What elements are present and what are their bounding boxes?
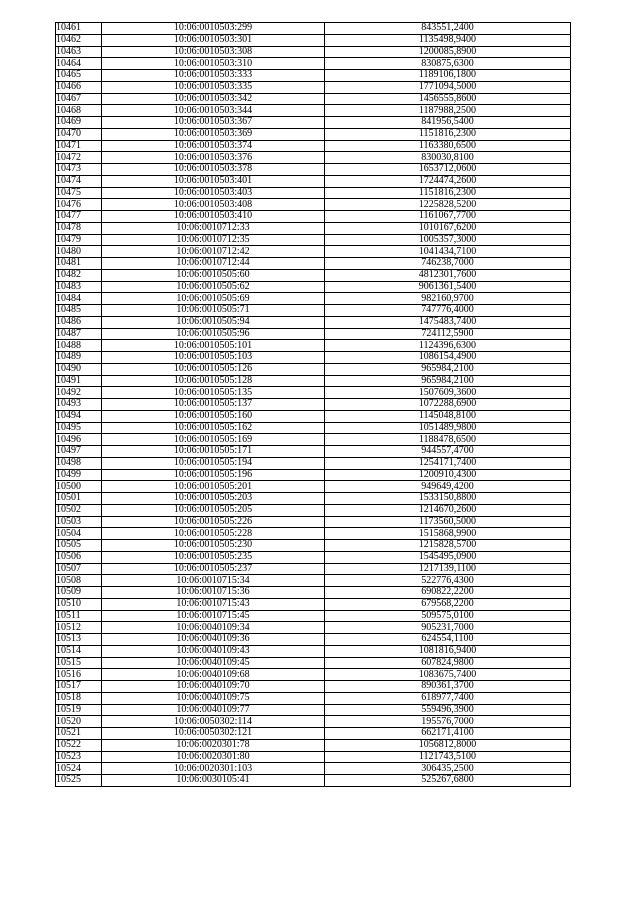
row-number-cell: 10510 (56, 598, 102, 610)
cadastral-number-cell: 10:06:0010712:44 (102, 258, 325, 270)
value-cell: 509575,0100 (325, 610, 571, 622)
table-row (56, 704, 571, 716)
value-cell: 746238,7000 (325, 258, 571, 270)
table-row (56, 187, 571, 199)
table-row (56, 728, 571, 740)
cadastral-number-cell: 10:06:0020301:103 (102, 763, 325, 775)
cadastral-number-cell: 10:06:0010715:45 (102, 610, 325, 622)
value-cell: 982160,9700 (325, 293, 571, 305)
cadastral-number-cell: 10:06:0010503:342 (102, 93, 325, 105)
value-cell: 1724474,2600 (325, 175, 571, 187)
cadastral-number-cell: 10:06:0010505:96 (102, 328, 325, 340)
row-number-cell: 10462 (56, 34, 102, 46)
cadastral-number-cell: 10:06:0010505:194 (102, 457, 325, 469)
table-row (56, 681, 571, 693)
row-number-cell: 10507 (56, 563, 102, 575)
value-cell: 1083675,7400 (325, 669, 571, 681)
cadastral-number-cell: 10:06:0050302:114 (102, 716, 325, 728)
row-number-cell: 10508 (56, 575, 102, 587)
cadastral-number-cell: 10:06:0010503:374 (102, 140, 325, 152)
table-row (56, 446, 571, 458)
table-row (56, 469, 571, 481)
value-cell: 1121743,5100 (325, 751, 571, 763)
row-number-cell: 10498 (56, 457, 102, 469)
row-number-cell: 10504 (56, 528, 102, 540)
value-cell: 306435,2500 (325, 763, 571, 775)
cadastral-number-cell: 10:06:0010505:235 (102, 551, 325, 563)
value-cell: 1005357,3000 (325, 234, 571, 246)
value-cell: 747776,4000 (325, 305, 571, 317)
value-cell: 1041434,7100 (325, 246, 571, 258)
row-number-cell: 10479 (56, 234, 102, 246)
value-cell: 195576,7000 (325, 716, 571, 728)
value-cell: 1135498,9400 (325, 34, 571, 46)
table-row (56, 46, 571, 58)
cadastral-number-cell: 10:06:0010712:33 (102, 222, 325, 234)
value-cell: 1515868,9900 (325, 528, 571, 540)
cadastral-number-cell: 10:06:0010503:401 (102, 175, 325, 187)
value-cell: 1151816,2300 (325, 187, 571, 199)
value-cell: 1124396,6300 (325, 340, 571, 352)
row-number-cell: 10477 (56, 211, 102, 223)
row-number-cell: 10511 (56, 610, 102, 622)
value-cell: 965984,2100 (325, 363, 571, 375)
row-number-cell: 10490 (56, 363, 102, 375)
cadastral-number-cell: 10:06:0010503:301 (102, 34, 325, 46)
row-number-cell: 10482 (56, 269, 102, 281)
cadastral-number-cell: 10:06:0010505:171 (102, 446, 325, 458)
cadastral-number-cell: 10:06:0010503:408 (102, 199, 325, 211)
cadastral-number-cell: 10:06:0010715:36 (102, 587, 325, 599)
table-row (56, 128, 571, 140)
row-number-cell: 10464 (56, 58, 102, 70)
row-number-cell: 10485 (56, 305, 102, 317)
table-row (56, 434, 571, 446)
row-number-cell: 10518 (56, 692, 102, 704)
cadastral-number-cell: 10:06:0030105:41 (102, 775, 325, 787)
table-row (56, 399, 571, 411)
cadastral-number-cell: 10:06:0010503:369 (102, 128, 325, 140)
value-cell: 607824,9800 (325, 657, 571, 669)
row-number-cell: 10524 (56, 763, 102, 775)
value-cell: 618977,7400 (325, 692, 571, 704)
row-number-cell: 10467 (56, 93, 102, 105)
value-cell: 1771094,5000 (325, 81, 571, 93)
table-row (56, 692, 571, 704)
table-row (56, 716, 571, 728)
table-row (56, 657, 571, 669)
cadastral-number-cell: 10:06:0010505:128 (102, 375, 325, 387)
row-number-cell: 10476 (56, 199, 102, 211)
table-row (56, 34, 571, 46)
table-row (56, 587, 571, 599)
cadastral-number-cell: 10:06:0010505:196 (102, 469, 325, 481)
value-cell: 1533150,8800 (325, 493, 571, 505)
table-row (56, 610, 571, 622)
cadastral-number-cell: 10:06:0010505:126 (102, 363, 325, 375)
table-row (56, 763, 571, 775)
value-cell: 1456555,8600 (325, 93, 571, 105)
value-cell: 830030,8100 (325, 152, 571, 164)
value-cell: 965984,2100 (325, 375, 571, 387)
row-number-cell: 10489 (56, 352, 102, 364)
value-cell: 525267,6800 (325, 775, 571, 787)
value-cell: 1545495,0900 (325, 551, 571, 563)
cadastral-number-cell: 10:06:0010505:103 (102, 352, 325, 364)
value-cell: 1187988,2500 (325, 105, 571, 117)
row-number-cell: 10493 (56, 399, 102, 411)
row-number-cell: 10486 (56, 316, 102, 328)
value-cell: 1475483,7400 (325, 316, 571, 328)
cadastral-number-cell: 10:06:0020301:80 (102, 751, 325, 763)
value-cell: 1653712,0600 (325, 164, 571, 176)
cadastral-number-cell: 10:06:0010505:135 (102, 387, 325, 399)
table-row (56, 575, 571, 587)
table-row (56, 246, 571, 258)
value-cell: 905231,7000 (325, 622, 571, 634)
value-cell: 559496,3900 (325, 704, 571, 716)
table-row (56, 739, 571, 751)
cadastral-number-cell: 10:06:0010503:344 (102, 105, 325, 117)
cadastral-number-cell: 10:06:0020301:78 (102, 739, 325, 751)
value-cell: 1200085,8900 (325, 46, 571, 58)
row-number-cell: 10469 (56, 117, 102, 129)
row-number-cell: 10465 (56, 70, 102, 82)
cadastral-number-cell: 10:06:0040109:43 (102, 645, 325, 657)
table-row (56, 340, 571, 352)
table-row (56, 117, 571, 129)
table-row (56, 70, 571, 82)
cadastral-number-cell: 10:06:0010505:160 (102, 410, 325, 422)
table-row (56, 540, 571, 552)
cadastral-number-cell: 10:06:0010505:69 (102, 293, 325, 305)
row-number-cell: 10491 (56, 375, 102, 387)
value-cell: 1081816,9400 (325, 645, 571, 657)
cadastral-number-cell: 10:06:0040109:70 (102, 681, 325, 693)
table-row (56, 363, 571, 375)
cadastral-number-cell: 10:06:0010503:310 (102, 58, 325, 70)
table-row (56, 152, 571, 164)
value-cell: 1072288,6900 (325, 399, 571, 411)
table-row (56, 669, 571, 681)
row-number-cell: 10492 (56, 387, 102, 399)
cadastral-number-cell: 10:06:0010503:367 (102, 117, 325, 129)
row-number-cell: 10480 (56, 246, 102, 258)
table-row (56, 222, 571, 234)
row-number-cell: 10468 (56, 105, 102, 117)
cadastral-number-cell: 10:06:0010715:43 (102, 598, 325, 610)
row-number-cell: 10523 (56, 751, 102, 763)
value-cell: 9061361,5400 (325, 281, 571, 293)
value-cell: 1217139,1100 (325, 563, 571, 575)
value-cell: 4812301,7600 (325, 269, 571, 281)
table-row (56, 175, 571, 187)
table-row (56, 481, 571, 493)
value-cell: 1010167,6200 (325, 222, 571, 234)
table-row (56, 622, 571, 634)
table-row (56, 375, 571, 387)
table-row (56, 269, 571, 281)
value-cell: 1145048,8100 (325, 410, 571, 422)
cadastral-number-cell: 10:06:0040109:75 (102, 692, 325, 704)
cadastral-number-cell: 10:06:0010503:308 (102, 46, 325, 58)
value-cell: 944557,4700 (325, 446, 571, 458)
cadastral-number-cell: 10:06:0010505:230 (102, 540, 325, 552)
value-cell: 843551,2400 (325, 23, 571, 35)
cadastral-number-cell: 10:06:0010503:378 (102, 164, 325, 176)
value-cell: 1056812,8000 (325, 739, 571, 751)
row-number-cell: 10466 (56, 81, 102, 93)
cadastral-number-cell: 10:06:0040109:36 (102, 634, 325, 646)
row-number-cell: 10525 (56, 775, 102, 787)
cadastral-number-cell: 10:06:0050302:121 (102, 728, 325, 740)
value-cell: 949649,4200 (325, 481, 571, 493)
row-number-cell: 10513 (56, 634, 102, 646)
table-row (56, 634, 571, 646)
row-number-cell: 10502 (56, 504, 102, 516)
row-number-cell: 10463 (56, 46, 102, 58)
cadastral-number-cell: 10:06:0010503:403 (102, 187, 325, 199)
cadastral-number-cell: 10:06:0010505:137 (102, 399, 325, 411)
value-cell: 724112,5900 (325, 328, 571, 340)
row-number-cell: 10500 (56, 481, 102, 493)
row-number-cell: 10470 (56, 128, 102, 140)
row-number-cell: 10515 (56, 657, 102, 669)
value-cell: 1200910,4300 (325, 469, 571, 481)
row-number-cell: 10509 (56, 587, 102, 599)
cadastral-number-cell: 10:06:0040109:77 (102, 704, 325, 716)
table-row (56, 775, 571, 787)
value-cell: 1173560,5000 (325, 516, 571, 528)
row-number-cell: 10506 (56, 551, 102, 563)
table-row (56, 293, 571, 305)
table-row (56, 751, 571, 763)
row-number-cell: 10520 (56, 716, 102, 728)
value-cell: 522776,4300 (325, 575, 571, 587)
value-cell: 1161067,7700 (325, 211, 571, 223)
table-row (56, 199, 571, 211)
row-number-cell: 10494 (56, 410, 102, 422)
value-cell: 1188478,6500 (325, 434, 571, 446)
table-row (56, 598, 571, 610)
value-cell: 1215828,5700 (325, 540, 571, 552)
value-cell: 1214670,2600 (325, 504, 571, 516)
cadastral-number-cell: 10:06:0010505:60 (102, 269, 325, 281)
row-number-cell: 10505 (56, 540, 102, 552)
table-row (56, 387, 571, 399)
table-row (56, 281, 571, 293)
cadastral-number-cell: 10:06:0010712:35 (102, 234, 325, 246)
row-number-cell: 10483 (56, 281, 102, 293)
value-cell: 841956,5400 (325, 117, 571, 129)
value-cell: 662171,4100 (325, 728, 571, 740)
row-number-cell: 10461 (56, 23, 102, 35)
table-row (56, 422, 571, 434)
table-row (56, 551, 571, 563)
table-row (56, 164, 571, 176)
cadastral-number-cell: 10:06:0010505:228 (102, 528, 325, 540)
table-row (56, 234, 571, 246)
row-number-cell: 10497 (56, 446, 102, 458)
cadastral-number-cell: 10:06:0010715:34 (102, 575, 325, 587)
cadastral-number-cell: 10:06:0010505:237 (102, 563, 325, 575)
row-number-cell: 10478 (56, 222, 102, 234)
table-row (56, 211, 571, 223)
value-cell: 1189106,1800 (325, 70, 571, 82)
cadastral-number-cell: 10:06:0010503:410 (102, 211, 325, 223)
table-row (56, 516, 571, 528)
table-row (56, 328, 571, 340)
row-number-cell: 10496 (56, 434, 102, 446)
row-number-cell: 10475 (56, 187, 102, 199)
row-number-cell: 10522 (56, 739, 102, 751)
table-row (56, 93, 571, 105)
table-row (56, 645, 571, 657)
table-body (56, 23, 571, 787)
row-number-cell: 10495 (56, 422, 102, 434)
value-cell: 624554,1100 (325, 634, 571, 646)
value-cell: 679568,2200 (325, 598, 571, 610)
table-row (56, 493, 571, 505)
cadastral-number-cell: 10:06:0010505:201 (102, 481, 325, 493)
cadastral-number-cell: 10:06:0010503:333 (102, 70, 325, 82)
table-row (56, 352, 571, 364)
value-cell: 1163380,6500 (325, 140, 571, 152)
cadastral-number-cell: 10:06:0010505:162 (102, 422, 325, 434)
cadastral-number-cell: 10:06:0010505:94 (102, 316, 325, 328)
cadastral-number-cell: 10:06:0040109:68 (102, 669, 325, 681)
row-number-cell: 10472 (56, 152, 102, 164)
cadastral-number-cell: 10:06:0010503:335 (102, 81, 325, 93)
cadastral-value-table (55, 22, 571, 787)
value-cell: 830875,6300 (325, 58, 571, 70)
table-row (56, 457, 571, 469)
value-cell: 690822,2200 (325, 587, 571, 599)
cadastral-number-cell: 10:06:0010505:169 (102, 434, 325, 446)
cadastral-number-cell: 10:06:0010505:226 (102, 516, 325, 528)
value-cell: 890361,3700 (325, 681, 571, 693)
row-number-cell: 10487 (56, 328, 102, 340)
cadastral-number-cell: 10:06:0010505:205 (102, 504, 325, 516)
row-number-cell: 10503 (56, 516, 102, 528)
row-number-cell: 10488 (56, 340, 102, 352)
row-number-cell: 10521 (56, 728, 102, 740)
value-cell: 1507609,3600 (325, 387, 571, 399)
cadastral-number-cell: 10:06:0040109:34 (102, 622, 325, 634)
table-row (56, 504, 571, 516)
table-row (56, 563, 571, 575)
value-cell: 1051489,9800 (325, 422, 571, 434)
row-number-cell: 10473 (56, 164, 102, 176)
row-number-cell: 10471 (56, 140, 102, 152)
row-number-cell: 10481 (56, 258, 102, 270)
value-cell: 1151816,2300 (325, 128, 571, 140)
cadastral-number-cell: 10:06:0010505:101 (102, 340, 325, 352)
table-row (56, 23, 571, 35)
row-number-cell: 10514 (56, 645, 102, 657)
cadastral-number-cell: 10:06:0010505:71 (102, 305, 325, 317)
table-row (56, 316, 571, 328)
value-cell: 1086154,4900 (325, 352, 571, 364)
cadastral-number-cell: 10:06:0010505:62 (102, 281, 325, 293)
value-cell: 1254171,7400 (325, 457, 571, 469)
cadastral-number-cell: 10:06:0010503:299 (102, 23, 325, 35)
table-row (56, 305, 571, 317)
row-number-cell: 10484 (56, 293, 102, 305)
value-cell: 1225828,5200 (325, 199, 571, 211)
cadastral-number-cell: 10:06:0010503:376 (102, 152, 325, 164)
row-number-cell: 10499 (56, 469, 102, 481)
table-row (56, 140, 571, 152)
row-number-cell: 10519 (56, 704, 102, 716)
cadastral-number-cell: 10:06:0010712:42 (102, 246, 325, 258)
table-row (56, 410, 571, 422)
row-number-cell: 10474 (56, 175, 102, 187)
cadastral-number-cell: 10:06:0010505:203 (102, 493, 325, 505)
table-row (56, 58, 571, 70)
table-row (56, 105, 571, 117)
table-row (56, 258, 571, 270)
row-number-cell: 10501 (56, 493, 102, 505)
table-row (56, 528, 571, 540)
row-number-cell: 10517 (56, 681, 102, 693)
cadastral-number-cell: 10:06:0040109:45 (102, 657, 325, 669)
row-number-cell: 10512 (56, 622, 102, 634)
row-number-cell: 10516 (56, 669, 102, 681)
table-row (56, 81, 571, 93)
